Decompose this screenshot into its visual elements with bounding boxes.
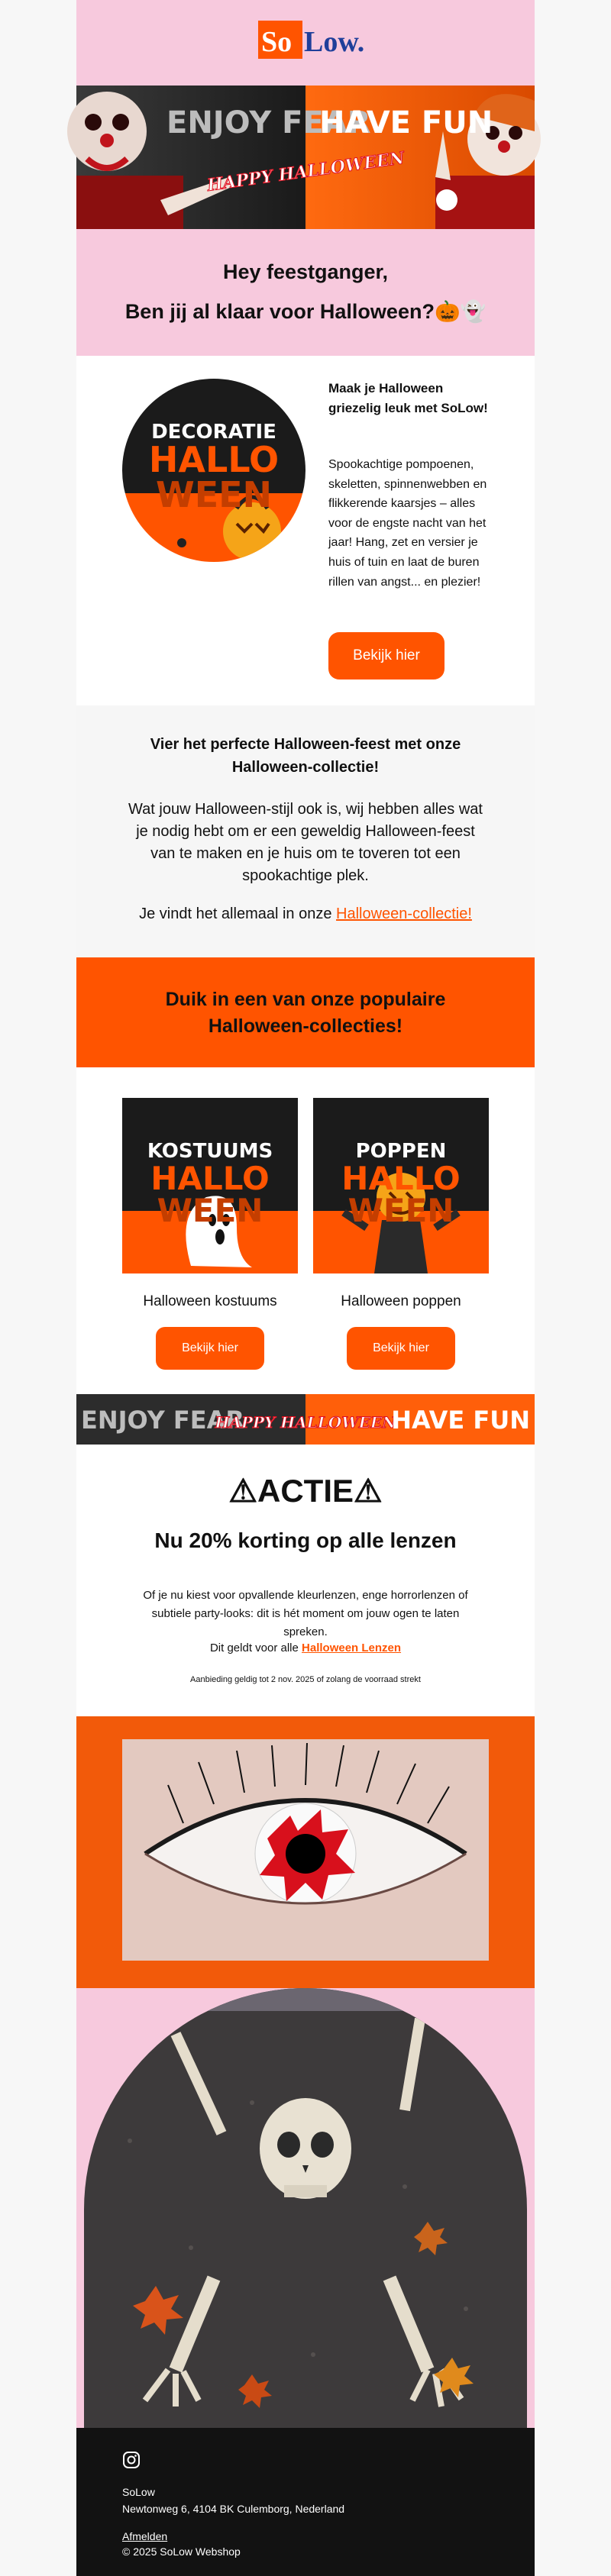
actie-body: Of je nu kiest voor opvallende kleurlenzen, enge horrorlenzen of subtiele party-looks: dit is hét moment om jouw ogen te laten spreken. xyxy=(143,1589,468,1638)
kostuums-tile-top: KOSTUUMS xyxy=(147,1140,273,1163)
kostuums-button[interactable]: Bekijk hier xyxy=(156,1327,264,1370)
actie-valid xyxy=(76,1641,535,1654)
logo-low: Low. xyxy=(304,26,365,58)
collection-intro-find-prefix: Je vindt het allemaal in onze xyxy=(139,905,337,922)
decoration-body: Spookachtige pompoenen, skeletten, spinnenwebben en flikkerende kaarsjes – alles voor de engste nacht van het jaar! Hang, zet en versier je huis of tuin en laat de buren rillen van angst... en plezier! xyxy=(328,458,487,589)
popular-heading: Duik in een van onze populaire Halloween-collecties! xyxy=(165,989,446,1037)
logo-so: So xyxy=(261,26,293,58)
popular-items-section xyxy=(76,1067,535,1394)
lens-section xyxy=(76,1716,535,1988)
poppen-tile-top: POPPEN xyxy=(355,1140,447,1163)
solow-logo[interactable] xyxy=(258,21,365,59)
footer-copyright: © 2025 SoLow Webshop xyxy=(122,2545,241,2558)
actie-subtitle: Nu 20% korting op alle lenzen xyxy=(154,1528,457,1552)
decoration-tile[interactable] xyxy=(122,379,306,562)
decoration-button[interactable]: Bekijk hier xyxy=(328,632,445,680)
hero-banner[interactable] xyxy=(76,86,535,229)
collection-intro-section xyxy=(76,705,535,957)
poppen-label: Halloween poppen xyxy=(341,1293,461,1309)
kostuums-label: Halloween kostuums xyxy=(143,1293,277,1309)
kostuums-tile-hallo: HALLO xyxy=(150,1160,270,1197)
unsubscribe-link[interactable]: Afmelden xyxy=(122,2530,168,2542)
skeleton-section xyxy=(76,1988,535,2428)
actie-title: ⚠ACTIE⚠ xyxy=(228,1473,383,1509)
poppen-tile-hallo: HALLO xyxy=(341,1160,461,1197)
halloween-collectie-link[interactable]: Halloween-collectie! xyxy=(336,905,472,922)
greeting-line1: Hey feestganger, xyxy=(222,260,389,283)
email-container xyxy=(76,0,535,2576)
header-section xyxy=(76,0,535,356)
actie-fineprint: Aanbieding geldig tot 2 nov. 2025 of zolang de voorraad strekt xyxy=(190,1675,421,1684)
decoration-section xyxy=(76,356,535,705)
poppen-tile-ween: WEEN xyxy=(348,1192,454,1229)
banner-left-text: ENJOY FEAR xyxy=(166,105,371,140)
banner-right-text: HAVE FUN xyxy=(319,105,493,140)
popular-heading-section xyxy=(76,957,535,1067)
decoration-heading: Maak je Halloween griezelig leuk met SoLow! xyxy=(328,381,488,415)
instagram-icon[interactable] xyxy=(122,2451,141,2469)
footer-company: SoLow xyxy=(122,2486,155,2498)
footer-address: Newtonweg 6, 4104 BK Culemborg, Nederland xyxy=(122,2503,345,2515)
collection-intro-find xyxy=(76,905,535,923)
strip-left-text: ENJOY FEAR xyxy=(81,1406,245,1435)
decoration-tile-top: DECORATIE xyxy=(151,421,276,444)
banner-mid-text: HAPPY HALLOWEEN xyxy=(205,147,406,195)
actie-valid-prefix: Dit geldt voor alle xyxy=(209,1641,302,1654)
skeleton-image[interactable] xyxy=(84,1988,527,2428)
actie-section xyxy=(76,1445,535,1716)
decoration-tile-hallo: HALLO xyxy=(148,439,280,480)
poppen-button[interactable]: Bekijk hier xyxy=(347,1327,455,1370)
collection-intro-heading: Vier het perfecte Halloween-feest met onze Halloween-collectie! xyxy=(150,736,461,776)
decoration-tile-ween: WEEN xyxy=(155,474,273,515)
kostuums-tile[interactable] xyxy=(122,1098,298,1273)
strip-mid-text: HAPPY HALLOWEEN xyxy=(215,1413,396,1432)
kostuums-tile-ween: WEEN xyxy=(157,1192,263,1229)
strip-right-text: HAVE FUN xyxy=(391,1406,530,1435)
lens-image[interactable] xyxy=(122,1739,489,1961)
collection-intro-body: Wat jouw Halloween-stijl ook is, wij hebben alles wat je nodig hebt om er een geweldig Halloween-feest van te maken en je huis om te toveren tot een spookachtige plek. xyxy=(128,801,483,884)
strip-banner[interactable] xyxy=(76,1394,535,1445)
footer-section xyxy=(76,2428,535,2576)
poppen-tile[interactable] xyxy=(313,1098,489,1273)
halloween-lenzen-link[interactable]: Halloween Lenzen xyxy=(302,1641,402,1654)
greeting-line2: Ben jij al klaar voor Halloween?🎃👻 xyxy=(124,300,487,323)
